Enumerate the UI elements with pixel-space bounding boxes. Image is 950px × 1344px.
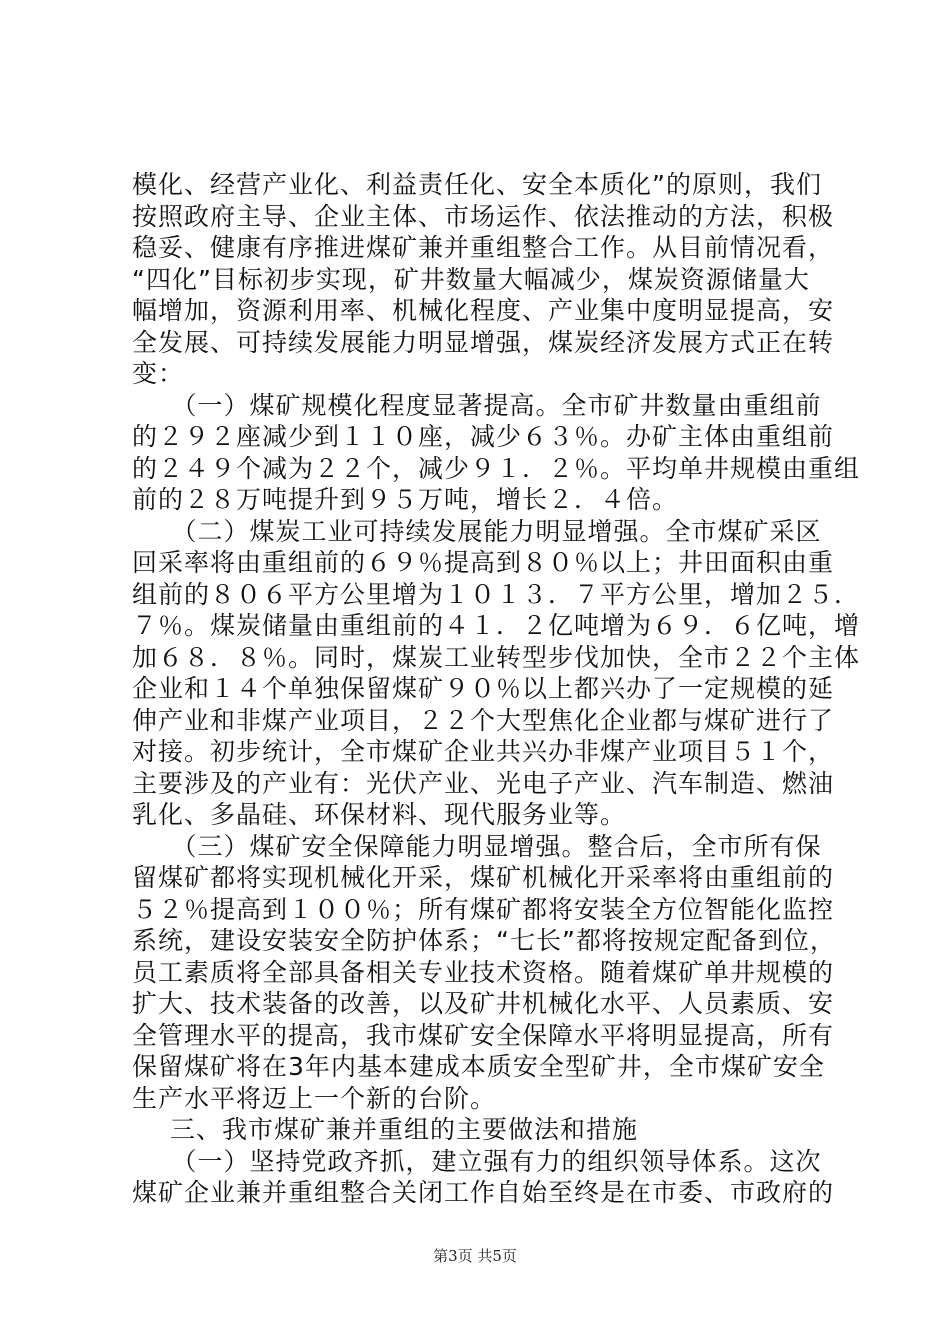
text-line: 留煤矿都将实现机械化开采，煤矿机械化开采率将由重组前的 [132, 863, 835, 892]
text-line: 保留煤矿将在3年内基本建成本质安全型矿井，全市煤矿安全 [132, 1052, 825, 1081]
text-line: 全发展、可持续发展能力明显增强，煤炭经济发展方式正在转 [132, 327, 835, 357]
text-line: 员工素质将全部具备相关专业技术资格。随着煤矿单井规模的 [132, 957, 835, 987]
text-line: 前的２８万吨提升到９５万吨，增长２．４倍。 [132, 485, 679, 514]
text-line: 生产水平将迈上一个新的台阶。 [132, 1083, 497, 1113]
text-line: 的２４９个减为２２个，减少９１．２％。平均单井规模由重组 [132, 453, 861, 483]
text-line: 幅增加，资源利用率、机械化程度、产业集中度明显提高，安 [132, 296, 835, 325]
text-line: ５２％提高到１００％；所有煤矿都将安装全方位智能化监控 [132, 894, 835, 924]
text-line: 按照政府主导、企业主体、市场运作、依法推动的方法，积极 [132, 201, 835, 231]
section-heading: 三、我市煤矿兼并重组的主要做法和措施 [170, 1115, 639, 1144]
text-line: “四化”目标初步实现，矿井数量大幅减少，煤炭资源储量大 [132, 264, 810, 294]
text-line: 稳妥、健康有序推进煤矿兼并重组整合工作。从目前情况看， [132, 233, 835, 262]
text-line: 回采率将由重组前的６９％提高到８０％以上；井田面积由重 [132, 548, 835, 577]
text-line: 煤矿企业兼并重组整合关闭工作自始至终是在市委、市政府的 [132, 1178, 835, 1207]
text-line: 系统，建设安装安全防护体系；“七长”都将按规定配备到位， [132, 926, 836, 955]
text-line: 主要涉及的产业有：光伏产业、光电子产业、汽车制造、燃油 [132, 768, 835, 798]
text-line: （一）坚持党政齐抓，建立强有力的组织领导体系。这次 [132, 1146, 822, 1176]
page-number: 第3页 共5页 [433, 1247, 517, 1265]
text-line: 扩大、技术装备的改善，以及矿井机械化水平、人员素质、安 [132, 989, 835, 1018]
text-line: 企业和１４个单独保留煤矿９０％以上都兴办了一定规模的延 [132, 674, 835, 703]
text-line: ７％。煤炭储量由重组前的４１．２亿吨增为６９．６亿吨，增 [132, 611, 861, 640]
text-line: 对接。初步统计，全市煤矿企业共兴办非煤产业项目５１个， [132, 737, 835, 766]
text-line: 伸产业和非煤产业项目，２２个大型焦化企业都与煤矿进行了 [132, 705, 835, 735]
text-line: 加６８．８％。同时，煤炭工业转型步伐加快，全市２２个主体 [132, 642, 861, 672]
text-line: 变： [132, 359, 185, 388]
text-line: 的２９２座减少到１１０座，减少６３％。办矿主体由重组前 [132, 422, 835, 451]
text-line: （二）煤炭工业可持续发展能力明显增强。全市煤矿采区 [132, 516, 822, 546]
text-line: （三）煤矿安全保障能力明显增强。整合后，全市所有保 [132, 831, 822, 861]
text-line: 组前的８０６平方公里增为１０１３．７平方公里，增加２５． [132, 579, 861, 609]
body-text [132, 169, 861, 1209]
text-line: （一）煤矿规模化程度显著提高。全市矿井数量由重组前 [132, 390, 822, 420]
text-line: 模化、经营产业化、利益责任化、安全本质化”的原则，我们 [132, 170, 822, 199]
page-footer [0, 1245, 950, 1266]
text-line: 全管理水平的提高，我市煤矿安全保障水平将明显提高，所有 [132, 1020, 835, 1050]
text-line: 乳化、多晶硅、环保材料、现代服务业等。 [132, 800, 627, 829]
